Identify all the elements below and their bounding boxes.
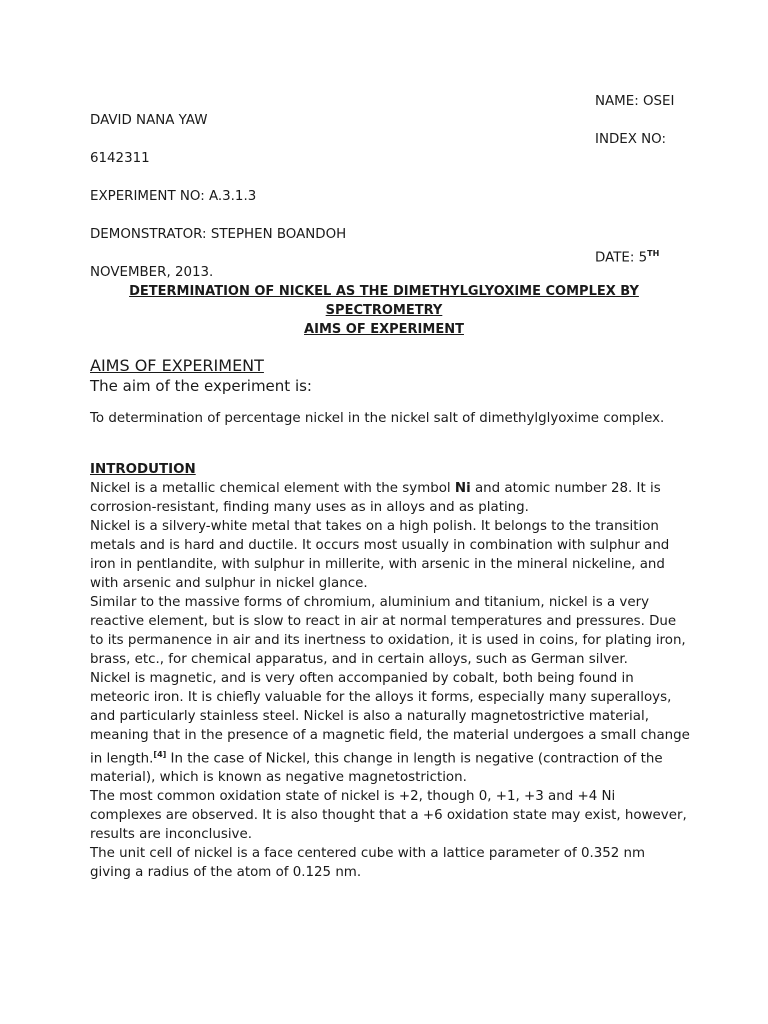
experiment-number: EXPERIMENT NO: A.3.1.3 — [90, 189, 257, 204]
title-line-3: AIMS OF EXPERIMENT — [304, 322, 464, 337]
intro-paragraph-5: The most common oxidation state of nickel is +2, though 0, +1, +3 and +4 Ni complexes are observed. It is also thought that a +6 oxidation state may exist, however, results are inconclusive. — [90, 789, 687, 843]
name-label: NAME: OSEI — [595, 94, 675, 109]
intro-paragraph-2: Nickel is a silvery-white metal that takes on a high polish. It belongs to the transition metals and is hard and ductile. It occurs most usually in combination with sulphur and iron in pentlandite, with sulphur in millerite, with arsenic in the mineral nickeline, and with arsenic and sulphur in nickel glance. — [90, 519, 670, 591]
intro-paragraph-4: Nickel is magnetic, and is very often accompanied by cobalt, both being found in meteoric iron. It is chiefly valuable for the alloys it forms, especially many superalloys, and particularly stainless steel. Nickel is also a naturally magnetostrictive material, meaning that in the presence of a magnetic field, the material undergoes a small change in length.[4] In the case of Nickel, this change in length is negative (contraction of the material), which is known as negative magnetostriction. — [90, 671, 690, 786]
title-line-1: DETERMINATION OF NICKEL AS THE DIMETHYLGLYOXIME COMPLEX BY — [129, 284, 639, 299]
index-label: INDEX NO: — [595, 132, 667, 147]
intro-paragraph-3: Similar to the massive forms of chromium, aluminium and titanium, nickel is a very reactive element, but is slow to react in air at normal temperatures and pressures. Due to its permanence in air and its inertness to oxidation, it is used in coins, for plating iron, brass, etc., for chemical apparatus, and in certain alloys, such as German silver. — [90, 595, 686, 667]
nickel-symbol: Ni — [454, 481, 471, 496]
aims-subheading: The aim of the experiment is: — [90, 377, 312, 395]
introduction-body — [90, 479, 690, 882]
demonstrator: DEMONSTRATOR: STEPHEN BOANDOH — [90, 227, 347, 242]
aims-heading: AIMS OF EXPERIMENT — [90, 356, 264, 375]
name-value: DAVID NANA YAW — [90, 113, 208, 128]
aims-text: To determination of percentage nickel in the nickel salt of dimethylglyoxime complex. — [90, 411, 665, 426]
intro-paragraph-6: The unit cell of nickel is a face centered cube with a lattice parameter of 0.352 nm giving a radius of the atom of 0.125 nm. — [90, 846, 646, 881]
introduction-heading: INTRODUTION — [90, 462, 196, 477]
reference-marker: [4] — [153, 750, 167, 759]
date-value: NOVEMBER, 2013. — [90, 265, 214, 280]
date-label: DATE: 5TH — [595, 249, 660, 266]
title-line-2: SPECTROMETRY — [325, 303, 443, 318]
intro-paragraph-1: Nickel is a metallic chemical element with the symbol Ni and atomic number 28. It is corrosion-resistant, finding many uses as in alloys and as plating. — [90, 481, 661, 515]
index-value: 6142311 — [90, 151, 150, 166]
date-superscript: TH — [647, 249, 660, 258]
